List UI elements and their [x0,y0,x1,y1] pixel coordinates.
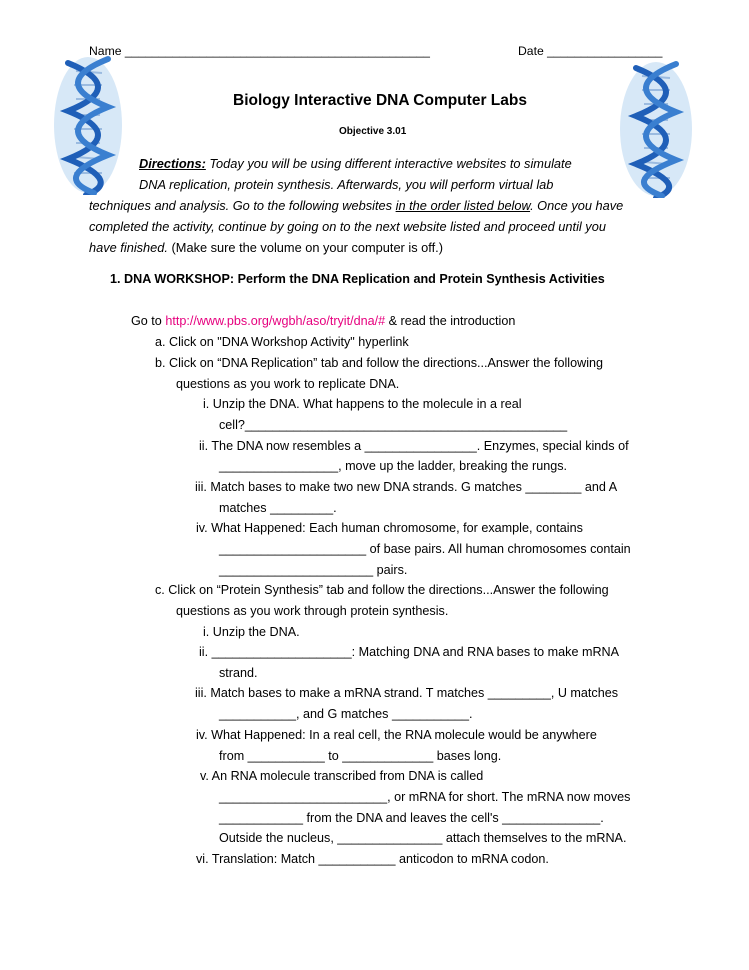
step-c-v-line-1: v. An RNA molecule transcribed from DNA is called [200,769,484,783]
date-field-row [518,43,662,59]
step-c-vi[interactable]: vi. Translation: Match ___________ anticodon to mRNA codon. [196,852,549,866]
order-emphasis: in the order listed below [395,198,531,213]
objective-label: Objective 3.01 [339,126,407,137]
step-a: a. Click on "DNA Workshop Activity" hyperlink [155,335,409,349]
step-c-line-1: c. Click on “Protein Synthesis” tab and follow the directions...Answer the following [155,583,609,597]
step-c-v-line-2[interactable]: ________________________, or mRNA for short. The mRNA now moves [219,790,631,804]
directions-line-2: DNA replication, protein synthesis. Afterwards, you will perform virtual lab [139,177,554,192]
step-b-iv-line-1: iv. What Happened: Each human chromosome, for example, contains [196,521,583,535]
directions-line-5: have finished. (Make sure the volume on your computer is off.) [89,240,443,255]
step-c-v-line-4[interactable]: Outside the nucleus, _______________ attach themselves to the mRNA. [219,831,627,845]
step-b-iii-line-2[interactable]: matches _________. [219,501,337,515]
step-b-ii-line-1[interactable]: ii. The DNA now resembles a ________________. Enzymes, special kinds of [199,439,629,453]
directions-line-3: techniques and analysis. Go to the following websites in the order listed below. Once you have [89,198,624,213]
step-b-i-line-1: i. Unzip the DNA. What happens to the molecule in a real [203,397,522,411]
directions-line-4: completed the activity, continue by going on to the next website listed and proceed until you [89,219,606,234]
step-c-iii-line-1[interactable]: iii. Match bases to make a mRNA strand. T matches _________, U matches [195,686,619,700]
step-c-iv-line-1: iv. What Happened: In a real cell, the RNA molecule would be anywhere [196,728,597,742]
step-b-line-1: b. Click on “DNA Replication” tab and follow the directions...Answer the following [155,356,603,370]
step-b-iii-line-1[interactable]: iii. Match bases to make two new DNA strands. G matches ________ and A [195,480,618,494]
step-c-line-2: questions as you work through protein synthesis. [176,604,449,618]
goto-line: Go to http://www.pbs.org/wgbh/aso/tryit/dna/# & read the introduction [131,314,516,328]
dna-helix-left-image [46,55,130,195]
step-b-iv-line-3[interactable]: ______________________ pairs. [219,563,408,577]
dna-helix-right-image [612,60,700,198]
step-c-v-line-3[interactable]: ____________ from the DNA and leaves the cell's ______________. [219,811,604,825]
step-b-line-2: questions as you work to replicate DNA. [176,377,400,391]
page-title: Biology Interactive DNA Computer Labs [233,92,527,109]
date-blank[interactable]: _________________ [547,44,663,58]
name-label: Name [89,44,122,58]
name-field-row [89,43,430,59]
step-c-i: i. Unzip the DNA. [203,625,300,639]
step-c-iii-line-2[interactable]: ___________, and G matches ___________. [219,707,473,721]
date-label: Date [518,44,544,58]
step-b-i-line-2[interactable]: cell?______________________________________________ [219,418,568,432]
step-c-iv-line-2[interactable]: from ___________ to _____________ bases long. [219,749,502,763]
section-1-heading: 1. DNA WORKSHOP: Perform the DNA Replication and Protein Synthesis Activities [110,272,605,286]
pbs-dna-link[interactable]: http://www.pbs.org/wgbh/aso/tryit/dna/# [165,314,386,328]
directions-line-1: Directions: Today you will be using different interactive websites to simulate [139,156,572,171]
step-c-ii-line-1[interactable]: ii. ____________________: Matching DNA and RNA bases to make mRNA [199,645,620,659]
directions-label: Directions: [139,156,206,171]
step-b-iv-line-2[interactable]: _____________________ of base pairs. All human chromosomes contain [219,542,631,556]
step-c-ii-line-2: strand. [219,666,258,680]
name-blank[interactable]: _____________________________________________ [124,44,430,58]
step-b-ii-line-2[interactable]: _________________, move up the ladder, breaking the rungs. [219,459,568,473]
